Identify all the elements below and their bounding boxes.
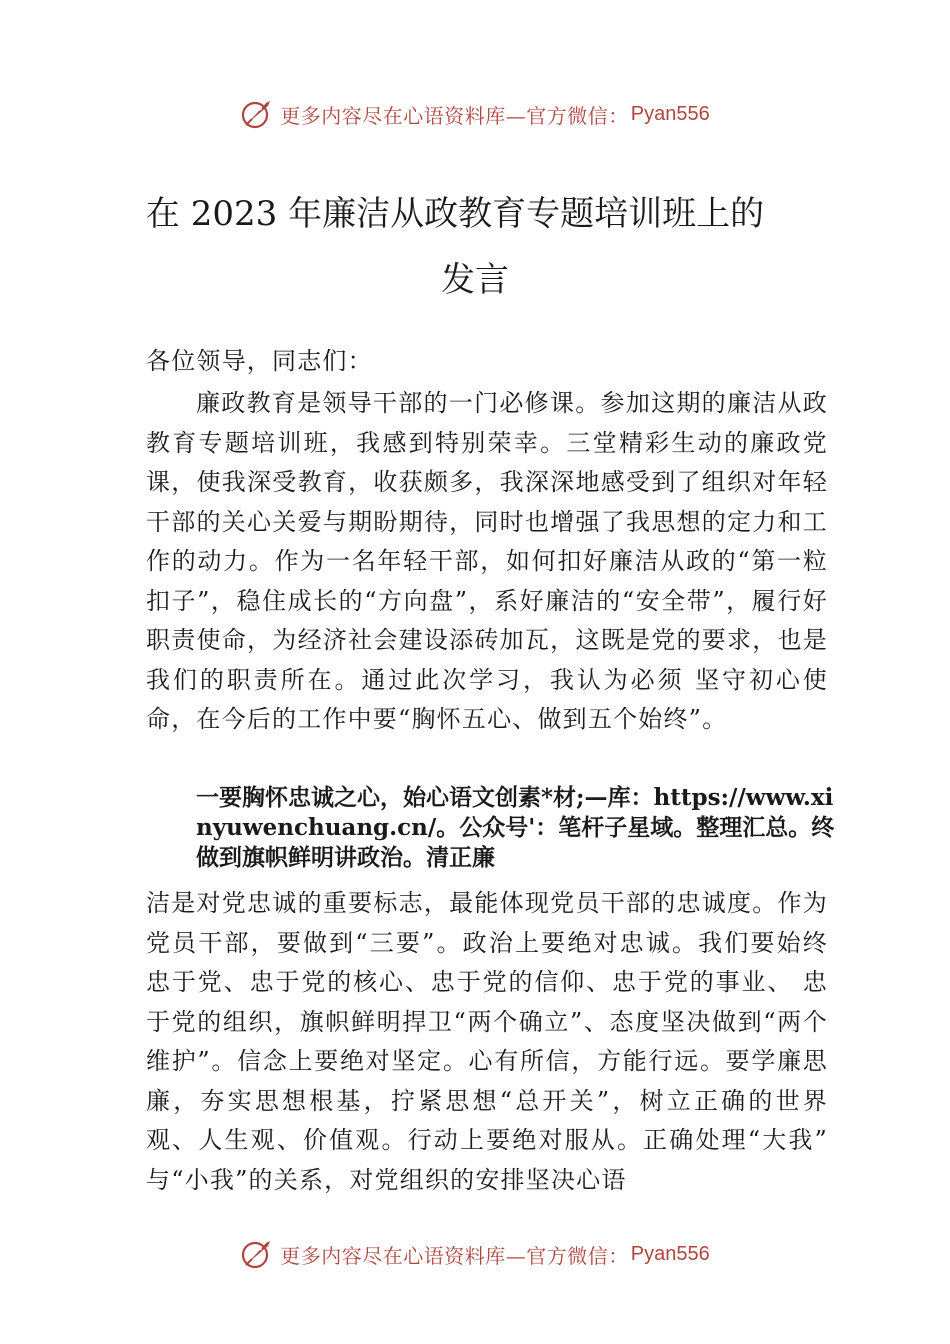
- watermark-banner-bottom: [0, 1232, 950, 1276]
- salutation: 各位领导，同志们：: [146, 347, 373, 375]
- watermark-text: 更多内容尽在心语资料库—官方微信：: [280, 103, 629, 128]
- section-heading-1: 一要胸怀忠诚之心，始心语文创素*材;—库：https://www.xinyuwenchuang.cn/。公众号'：笔杆子星域。整理汇总。终做到旗帜鲜明讲政治。清正廉: [196, 784, 835, 871]
- paragraph-intro: 廉政教育是领导干部的一门必修课。参加这期的廉洁从政教育专题培训班，我感到特别荣幸。三堂精彩生动的廉政党课，使我深受教育，收获颇多，我深深地感受到了组织对年轻干部的关心关爱与期盼期待，同时也增强了我思想的定力和工作的动力。作为一名年轻干部，如何扣好廉洁从政的“第一粒扣子”，稳住成长的“方向盘”，系好廉洁的“安全带”，履行好职责使命，为经济社会建设添砖加瓦，这既是党的要求，也是我们的职责所在。通过此次学习，我认为必须 坚守初心使命，在今后的工作中要“胸怀五心、做到五个始终”。: [146, 389, 828, 733]
- quill-logo-icon: [240, 97, 274, 131]
- watermark-text: 更多内容尽在心语资料库—官方微信：: [280, 1243, 629, 1268]
- document-title-line1: 在 2023 年廉洁从政教育专题培训班上的: [145, 194, 765, 234]
- watermark-wechat-id: Pyan556: [630, 1242, 710, 1265]
- document-title-line2: 发言: [441, 260, 509, 300]
- watermark-wechat-id: Pyan556: [630, 102, 710, 125]
- watermark-banner-top: [0, 92, 950, 136]
- paragraph-loyalty: 洁是对党忠诚的重要标志，最能体现党员干部的忠诚度。作为党员干部，要做到“三要”。政治上要绝对忠诚。我们要始终忠于党、忠于党的核心、忠于党的信仰、忠于党的事业、 忠于党的组织，旗帜鲜明捍卫“两个确立”、态度坚决做到“两个维护”。信念上要绝对坚定。心有所信，方能行远。要学廉思廉，夯实思想根基，拧紧思想“总开关”，树立正确的世界观、人生观、价值观。行动上要绝对服从。正确处理“大我” 与“小我”的关系，对党组织的安排坚决心语: [146, 889, 828, 1194]
- quill-logo-icon: [240, 1237, 274, 1271]
